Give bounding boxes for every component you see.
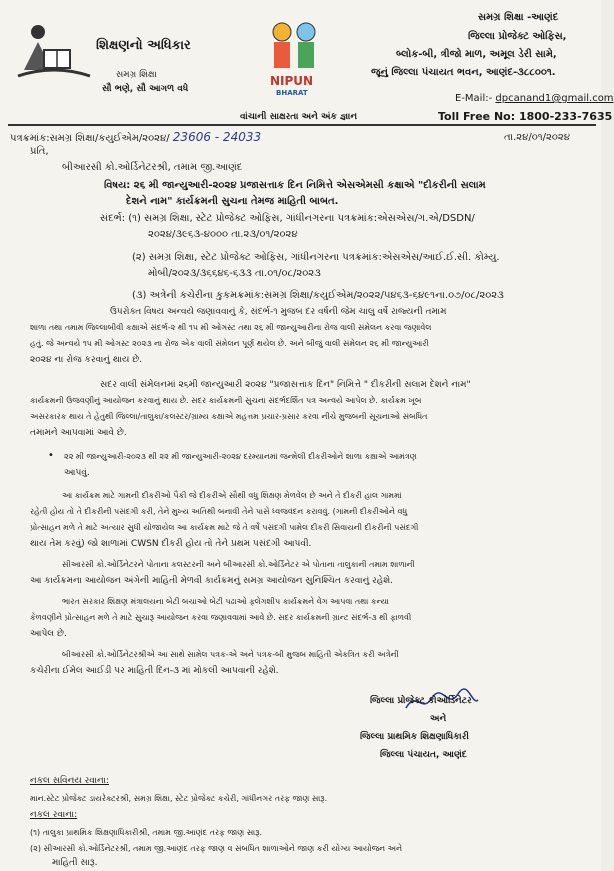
bullet-dot: •	[48, 450, 54, 461]
para2-line-1: સદર વાલી સંમેલનમાં ૨૬મી જાન્યુઆરી ૨૦૨૪ "પ્રજાસત્તાક દિન" નિમિત્તે " દીકરીની સલામ દેશને નામ"	[100, 380, 471, 390]
left-sub1: સમગ્ર શિક્ષા	[116, 70, 157, 80]
para3-line-3: પ્રોત્સાહન મળે તે માટે અત્યાર સુધી યોજાયેલ આ કાર્યક્રમ માટે જે તે વર્ષે પસંદગી પામેલ દીકરી સિવાયની દીકરીની પસંદગી	[30, 523, 419, 532]
para2-line-3: અસરકારક થાય તે હેતુથી જિલ્લા/તાલુકા/કલસ્ટર/ગ્રામ્ય કક્ષાએ મહત્તમ પ્રચાર-પ્રસાર કરવા નીચે મુજબની સૂચનાઓ સંબધિત	[30, 412, 428, 421]
subject-line-2: દેશને નામ" કાર્યક્રમની સુચના તેમજ માહિતી બાબત.	[126, 196, 339, 207]
copy2-label: નકલ રવાના:	[30, 810, 78, 820]
para1-line-3: હતું. જે અન્વયે ૧૫ મી ઓગસ્ટ ૨૦૨૩ ના રોજ એક વાલી સંમેલન પૂર્ણ થયેલ છે. અને બીજું વાલી સંમેલન ૨૬ મી જાન્યુઆરી	[30, 339, 429, 348]
email-value: dpcanand1@gmail.com	[495, 93, 614, 104]
para3-line-1: આ કાર્યક્રમ માટે ગામની દીકરીઓ પૈકી જે દીકરીએ સૌથી વધુ શિક્ષણ મેળવેલ છે અને તે દીકરી હાલ ગામમાં	[62, 491, 402, 500]
para2-line-2: કાર્યક્રમની ઉજવણીનું આયોજન કરવાનું થાય છે. સદર કાર્યક્રમની સુચના સંદર્ભદર્શિત પત્ર અન્વયે આપેલ છે. કાર્યક્રમ ખૂબ	[30, 396, 422, 405]
para1-line-4: ૨૦૨૪ ના રોજ કરવાનું થાય છે.	[30, 355, 143, 365]
email-label: E-Mail:-	[455, 93, 493, 104]
ref-line-1: સંદર્ભ: (૧) સમગ્ર શિક્ષા, સ્ટેટ પ્રોજેક્ટ ઓફિસ, ગાંધીનગરના પત્રક્રમાંક:એસએસ/ગ.એ/DSDN/	[100, 213, 475, 224]
nipun-word2: BHARAT	[276, 89, 308, 97]
bullet-line-2: આપવું.	[64, 468, 90, 478]
center-tagline: વાંચાની સાક્ષરતા અને અંક જ્ઞાન	[240, 112, 358, 122]
para5-line-1: ભારત સરકાર શિક્ષણ મંત્રાલયના બેટી બચાઓ બેટી પઢાઓ ફ્લેગશીપ કાર્યક્રમને વેગ આપવા તથા કન્યા	[62, 597, 389, 606]
office-line-1: સમગ્ર શિક્ષા -આણંદ	[478, 12, 559, 23]
copy-line: માન.સ્ટેટ પ્રોજેક્ટ ડાયરેક્ટરશ્રી, સમગ્ર શિક્ષા, સ્ટેટ પ્રોજેક્ટ કચેરી, ગાંધીનગર તરફ જાણ સારૂ.	[30, 794, 328, 803]
office-line-3: બ્લોક-બી, ત્રીજો માળ, અમૂલ ડેરી સામે,	[396, 49, 557, 60]
copy-label: નકલ સવિનય રવાના:	[30, 776, 109, 786]
copy2-line-3: માહિતી સારૂ.	[52, 858, 98, 868]
office-line-2: જિલ્લા પ્રોજેક્ટ ઓફિસ,	[468, 31, 567, 42]
para2-line-4: તમામને આપવામાં આવે છે.	[30, 428, 127, 438]
copy2-line-1: (૧) તાલુકા પ્રાથમિક શિક્ષણાધિકારીશ્રી, તમામ જી.આણંદ તરફ જાણ સારૂ.	[30, 828, 262, 837]
office-line-4: જૂનું જિલ્લા પંચાયત ભવન, આણંદ-૩૮૮૦૦૧.	[371, 67, 556, 78]
para4-line-2: આ કાર્યક્રમના આયોજન અંગેની માહિતી મેળવી કાર્યક્રમનું સમગ્ર આયોજન સુનિશ્ચિત કરવાનું રહેશે.	[30, 576, 394, 586]
copy2-line-2: (૨) સીઆરસી કો.ઓર્ડિનેટરશ્રી, તમામ જી.આણંદ તરફ જાણ વ સંબધિત શાળાઓને જાણ કરી યોગ્ય આયોજન અને	[30, 844, 403, 853]
header-divider	[8, 124, 596, 126]
para5-line-2: કેળવણીને પ્રોત્સાહન મળે તે માટે સુચારૂ આયોજન કરવા જણાવવામાં આવે છે. સદર કાર્યક્રમની ગ્રાન્ટ સંદર્ભ-૩ થી ફાળવી	[30, 613, 412, 622]
sign-line-4: જિલ્લા પંચાયત, આણંદ	[380, 750, 467, 760]
child-reading-icon	[14, 20, 94, 80]
para6-line-1: બીઆરસી કો.ઓર્ડિનેટરશ્રીએ આ સાથે સામેલ પત્રક-એ અને પત્રક-બી મુજબ માહિતી એકત્રિત કરી અત્રેની	[62, 650, 399, 659]
sign-line-3: જિલ્લા પ્રાથમિક શિક્ષણાધિકારી	[360, 732, 469, 742]
sign-line-2: અને	[430, 714, 447, 724]
to-label: પ્રતિ,	[30, 146, 49, 157]
para5-line-3: આપેલ છે.	[30, 629, 67, 639]
para1-line-2: શાળા તથા તમામ જિલ્લાબીવી કક્ષાએ સંદર્ભ-૨ થી ૧૫ મી ઓગસ્ટ તથા ૨૬ મી જાન્યુઆરીના રોજ વાલી સંમેલન કરવા જણાવેલ	[30, 323, 432, 332]
email-row	[455, 93, 614, 104]
nipun-bharat-logo	[262, 18, 326, 104]
ref-row	[10, 130, 261, 144]
bullet-line-1: ૨૨ મી જાન્યુઆરી-૨૦૨૩ થી ૨૨ મી જાન્યુઆરી-૨૦૨૪ દરમ્યાનમાં જન્મેલી દીકરીઓને શાળા કક્ષાએ આમંત્રણ	[64, 452, 417, 461]
subject-line-1: વિષય: ૨૬ મી જાન્યુઆરી-૨૦૨૪ પ્રજાસત્તાક દિન નિમિત્તે એસએમસી કક્ષાએ "દીકરીની સલામ	[104, 180, 486, 191]
para4-line-1: સીઆરસી કો.ઓર્ડિનેટરને પોતાના કલસ્ટરની અને બીઆરસી કો.ઓર્ડિનેટર એ પોતાના તાલુકાની તમામ શાળાની	[62, 560, 415, 569]
ref-line-3: (૨) સમગ્ર શિક્ષા, સ્ટેટ પ્રોજેક્ટ ઓફિસ, ગાંધીનગરના પત્રક્રમાંક:એસએસ/આઈ.ઈ.સી. કોમ્યુ.	[132, 252, 500, 263]
ref-line-4: મોબી/૨૦૨૩/૩૬૬૪૬-૬૩૩ તા.૦૧/૦૮/૨૦૨૩	[148, 268, 321, 279]
sign-line-1: જિલ્લા પ્રોજેક્ટ કોઓર્ડિનેટર	[370, 696, 472, 706]
tollfree: Toll Free No: 1800-233-7635	[438, 110, 613, 123]
left-title: શિક્ષણનો અધિકાર	[96, 38, 191, 53]
letter-date: તા.૨૪/૦૧/૨૦૨૪	[504, 132, 570, 143]
rte-logo	[14, 20, 94, 80]
ref-prefix: પત્રક્રમાંક:સમગ્ર શિક્ષા/કયુઈએમ/૨૦૨૪/	[10, 133, 170, 144]
addressee: બીઆરસી કો.ઓર્ડિનેટરશ્રી, તમામ જી.આણંદ	[62, 162, 243, 173]
para3-line-4: થાય તેમ કરવું) જો શાળામાં CWSN દીકરી હોય તો તેને પ્રથમ પસંદગી આપવી.	[30, 539, 312, 549]
para3-line-2: રહેતી હોય તો તે દીકરીની પસંદગી કરી, તેને મુખ્ય અતિથી બનાવી તેને પાસે ધ્વજવંદન કરાવવું. (ગામની દીકરીઓને વધુ	[30, 507, 408, 516]
ref-handwritten: 23606 - 24033	[172, 130, 262, 144]
nipun-word: NIPUN	[270, 74, 314, 88]
ref-line-5: (૩) અત્રેની કચેરીના કુકમક્રમાંક:સમગ્ર શિક્ષા/કયુઈએમ/૨૦૨૨/૫૪૬૩-૬૪૯૧ના.૦૭/૦૮/૨૦૨૩	[132, 290, 504, 301]
para6-line-2: કચેરીના ઈમેલ આઈડી પર માહિતી દિન-૩ માં મોકલી આપવાની રહેશે.	[30, 666, 279, 676]
para1-line-1: ઉપરોક્ત વિષય અન્વયે જણાવવાનું કે, સંદર્ભ-૧ મુજબ દર વર્ષની જેમ ચાલુ વર્ષે રાજ્યની તમામ	[110, 307, 447, 317]
left-sub2: સૌ ભણે, સૌ આગળ વધે	[102, 84, 189, 94]
ref-line-2: ૨૦૨૪/૩૯૬૩-૪૦૦૦ તા.૨૩/૦૧/૨૦૨૪	[148, 229, 298, 240]
